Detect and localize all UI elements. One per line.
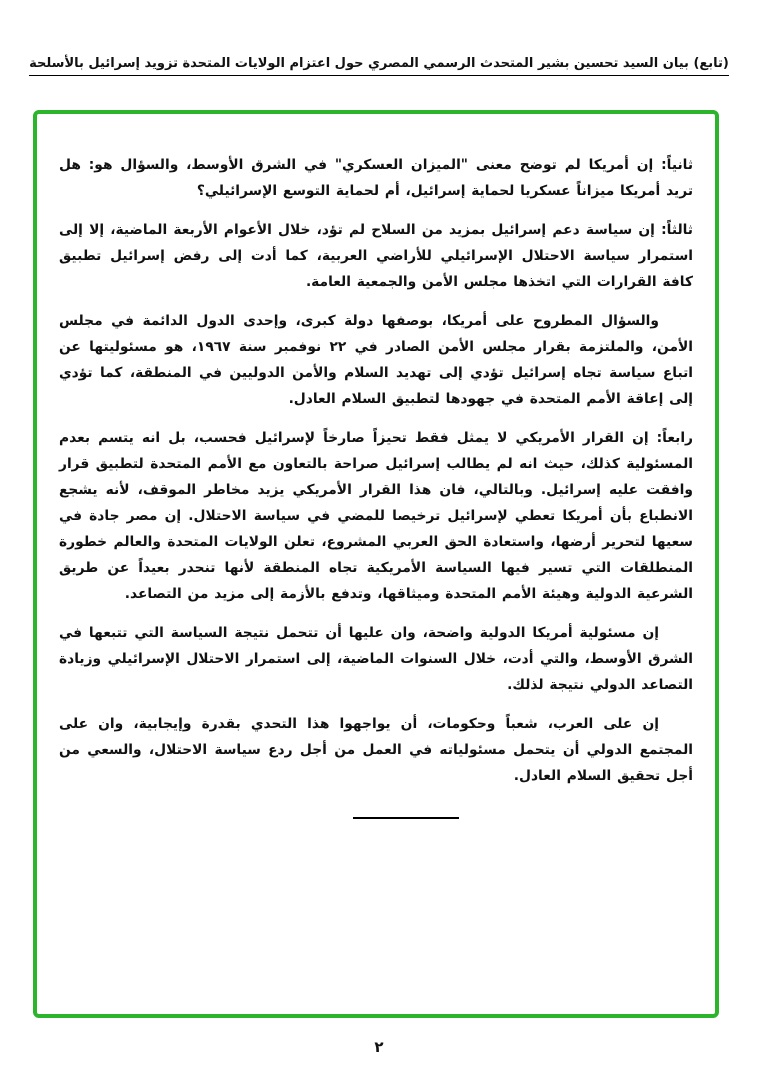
end-divider — [353, 817, 459, 819]
page-number: ٢ — [374, 1038, 384, 1056]
document-frame — [33, 110, 719, 1018]
paragraph-second: ثانياً: إن أمريكا لم توضح معنى "الميزان العسكري" في الشرق الأوسط، والسؤال هو: هل تريد أمريكا ميزاناً عسكريا لحماية إسرائيل، أم لحماية التوسع الإسرائيلي؟ — [59, 157, 693, 199]
paragraph-question: والسؤال المطروح على أمريكا، بوصفها دولة كبرى، وإحدى الدول الدائمة في مجلس الأمن، والملتزمة بقرار مجلس الأمن الصادر في ٢٢ نوفمبر سنة ١٩٦٧، هو مسئوليتها عن اتباع سياسة تجاه إسرائيل تؤدي إلى تهديد السلام والأمن الدوليين في المنطقة، كما تؤدي إلى إعاقة الأمم المتحدة في جهودها لتطبيق السلام العادل. — [59, 313, 694, 407]
document-body — [37, 114, 715, 819]
paragraph-fourth: رابعاً: إن القرار الأمريكي لا يمثل فقط تحيزاً صارخاً لإسرائيل فحسب، بل انه يتسم بعدم المسئولية كذلك، حيث انه لم يطالب إسرائيل صراحة بالتعاون مع الأمم المتحدة لتطبيق قرار وافقت عليه إسرائيل. وبالتالي، فان هذا القرار الأمريكي يزيد مخاطر الموقف، لأنه يشجع الانطباع بأن أمريكا تعطي لإسرائيل ترخيصا للمضي في سياسة الاحتلال. إن مصر جادة في سعيها لتحرير أرضها، واستعادة الحق العربي المشروع، تعلن الولايات المتحدة والعالم خطورة المنطلقات التي تسير فيها السياسة الأمريكية تجاه المنطقة لأنها تنحدر بعيداً عن طريق الشرعية الدولية وهيئة الأمم المتحدة وميثاقها، وتدفع بالأزمة إلى مزيد من التصاعد. — [59, 430, 693, 602]
header-title: (تابع) بيان السيد تحسين بشير المتحدث الرسمي المصري حول اعتزام الولايات المتحدة تزويد إسرائيل بالأسلحة — [29, 56, 729, 76]
paragraph-conclusion: إن على العرب، شعباً وحكومات، أن يواجهوا هذا التحدي بقدرة وإيجابية، وان على المجتمع الدولي أن يتحمل مسئولياته في العمل من أجل ردع سياسة الاحتلال، والسعي من أجل تحقيق السلام العادل. — [59, 716, 693, 784]
paragraph-responsibility: إن مسئولية أمريكا الدولية واضحة، وان عليها أن تتحمل نتيجة السياسة التي تتبعها في الشرق الأوسط، والتي أدت، خلال السنوات الماضية، إلى استمرار الاحتلال الإسرائيلي وزيادة التصاعد الدولي نتيجة لذلك. — [59, 625, 693, 693]
document-header — [0, 52, 758, 71]
paragraph-third: ثالثاً: إن سياسة دعم إسرائيل بمزيد من السلاح لم تؤد، خلال الأعوام الأربعة الماضية، إلا إلى استمرار سياسة الاحتلال الإسرائيلي للأراضي العربية، كما أدت إلى رفض إسرائيل تطبيق كافة القرارات التي اتخذها مجلس الأمن والجمعية العامة. — [59, 222, 693, 290]
